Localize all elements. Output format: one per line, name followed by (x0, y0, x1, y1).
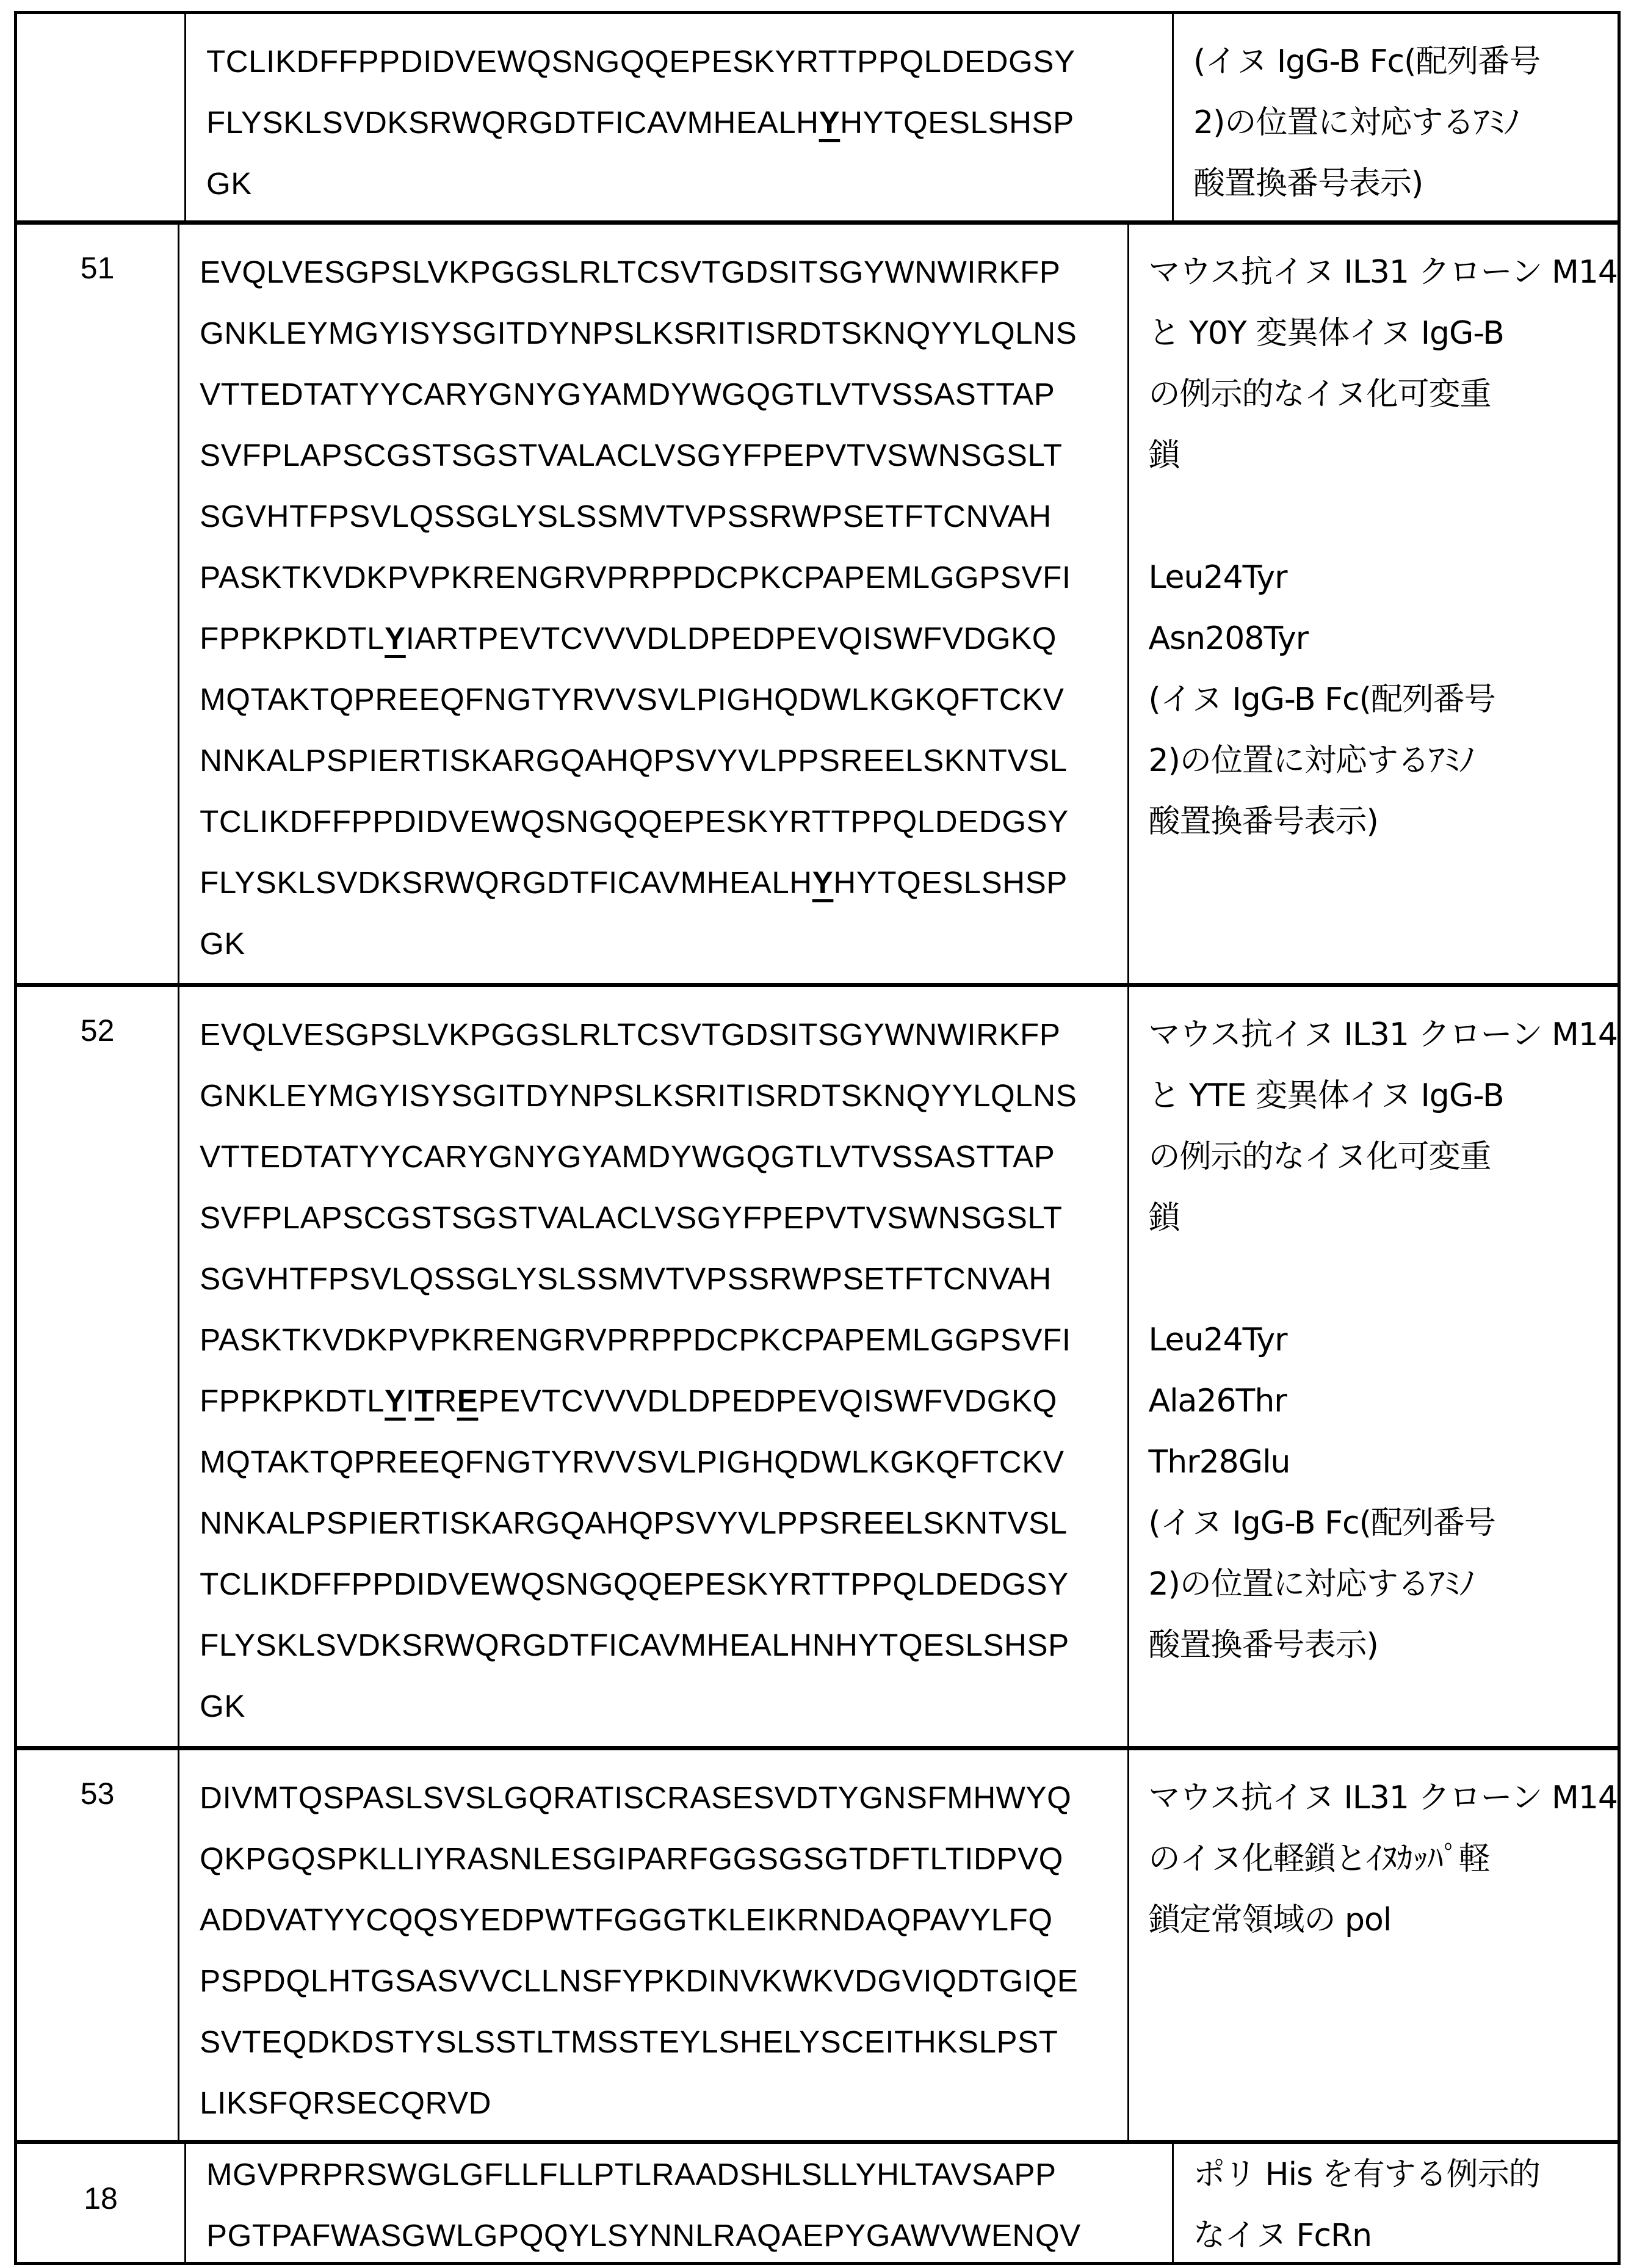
description-line: と YTE 変異体イヌ IgG-B (1148, 1078, 1504, 1114)
sequence-line: GK (200, 1689, 246, 1723)
description-cell (1129, 987, 1618, 1746)
description-line: の例示的なイヌ化可変重 (1148, 1139, 1491, 1175)
sequence-line: FPPKPKDTLYITREPEVTCVVVDLDPEDPEVQISWFVDGKQ (200, 1383, 1057, 1418)
description-line: (イヌ IgG-B Fc(配列番号 (1148, 1505, 1495, 1542)
table-row (17, 1746, 1618, 2140)
sequence-line: GK (206, 166, 252, 201)
description-line: 2)の位置に対応するｱﾐﾉ (1148, 742, 1475, 779)
sequence-cell (179, 225, 1129, 983)
sequence-line: ADDVATYYCQQSYEDPWTFGGGTKLEIKRNDAQPAVYLFQ (200, 1902, 1053, 1937)
sequence-line: TCLIKDFFPPDIDVEWQSNGQQEPESKYRTTPPQLDEDGSY (200, 804, 1069, 839)
mutation-label: Leu24Tyr (1148, 1322, 1287, 1358)
description-line: マウス抗イヌ IL31 クローン M14 (1148, 1016, 1618, 1053)
seq-id-cell: 53 (17, 1750, 179, 2140)
sequence-line: PASKTKVDKPVPKRENGRVPRPPDCPKCPAPEMLGGPSVFI (200, 1322, 1071, 1357)
sequence-line: GNKLEYMGYISYSGITDYNPSLKSRITISRDTSKNQYYLQLNS (200, 316, 1077, 350)
mutation-residue: Y (812, 865, 834, 900)
mutation-residue: T (414, 1383, 435, 1418)
description-line: (イヌ IgG-B Fc(配列番号 (1148, 681, 1495, 718)
sequence-line: EVQLVESGPSLVKPGGSLRLTCSVTGDSITSGYWNWIRKFP (200, 1017, 1061, 1052)
sequence-line: SGVHTFPSVLQSSGLYSLSSMVTVPSSRWPSETFTCNVAH (200, 1261, 1052, 1296)
description-line: マウス抗イヌ IL31 クローン M14 (1148, 1780, 1618, 1816)
sequence-line: PASKTKVDKPVPKRENGRVPRPPDCPKCPAPEMLGGPSVFI (200, 560, 1071, 595)
description-line: と Y0Y 変異体イヌ IgG-B (1148, 315, 1504, 352)
sequence-line: NNKALPSPIERTISKARGQAHQPSVYVLPPSREELSKNTVSL (200, 743, 1068, 778)
sequence-cell (179, 1750, 1129, 2140)
mutation-label: Ala26Thr (1148, 1383, 1287, 1419)
description-cell (1129, 225, 1618, 983)
mutation-residue: Y (385, 1383, 406, 1418)
sequence-line: DIVMTQSPASLSVSLGQRATISCRASESVDTYGNSFMHWYQ (200, 1780, 1072, 1815)
mutation-residue: Y (385, 621, 406, 656)
description-line: マウス抗イヌ IL31 クローン M14 (1148, 254, 1618, 291)
sequence-line: MQTAKTQPREEQFNGTYRVVSVLPIGHQDWLKGKQFTCKV (200, 1444, 1065, 1479)
sequence-line: FLYSKLSVDKSRWQRGDTFICAVMHEALHYHYTQESLSHSP (206, 105, 1074, 140)
sequence-line: SVFPLAPSCGSTSGSTVALACLVSGYFPEPVTVSWNSGSLT (200, 438, 1063, 473)
table-row (17, 14, 1618, 220)
description-line: なイヌ FcRn (1193, 2217, 1372, 2254)
description-cell (1174, 14, 1618, 220)
description-line: 酸置換番号表示) (1148, 1627, 1378, 1664)
sequence-line: VTTEDTATYYCARYGNYGYAMDYWGQGTLVTVSSASTTAP (200, 1139, 1055, 1174)
sequence-cell (186, 14, 1174, 220)
mutation-residue: Y (819, 105, 840, 140)
sequence-line: PSPDQLHTGSASVVCLLNSFYPKDINVKWKVDGVIQDTGIQE (200, 1963, 1079, 1998)
description-line: 鎖 (1148, 437, 1180, 474)
seq-id-cell: 51 (17, 225, 179, 983)
description-line (1149, 486, 1618, 547)
seq-id-cell: 18 (17, 2144, 186, 2262)
table-row (17, 983, 1618, 1746)
sequence-line: SGVHTFPSVLQSSGLYSLSSMVTVPSSRWPSETFTCNVAH (200, 499, 1052, 534)
sequence-line: FLYSKLSVDKSRWQRGDTFICAVMHEALHNHYTQESLSHSP (200, 1628, 1069, 1662)
sequence-cell (186, 2144, 1174, 2262)
sequence-cell (179, 987, 1129, 1746)
table-row (17, 220, 1618, 983)
description-line: 鎖 (1148, 1200, 1180, 1236)
description-cell (1174, 2144, 1618, 2262)
seq-id-cell: 52 (17, 987, 179, 1746)
sequence-line: SVFPLAPSCGSTSGSTVALACLVSGYFPEPVTVSWNSGSLT (200, 1200, 1063, 1235)
sequence-line: GK (200, 926, 246, 961)
description-line: 酸置換番号表示) (1148, 803, 1378, 840)
mutation-label: Asn208Tyr (1148, 620, 1309, 657)
description-line: (イヌ IgG-B Fc(配列番号 (1193, 43, 1541, 80)
sequence-line: EVQLVESGPSLVKPGGSLRLTCSVTGDSITSGYWNWIRKFP (200, 255, 1061, 289)
seq-id-cell (17, 14, 186, 220)
sequence-line: NNKALPSPIERTISKARGQAHQPSVYVLPPSREELSKNTVSL (200, 1505, 1068, 1540)
sequence-line: FLYSKLSVDKSRWQRGDTFICAVMHEALHYHYTQESLSHSP (200, 865, 1068, 900)
description-line: ポリ His を有する例示的 (1193, 2156, 1540, 2193)
sequence-line: FPPKPKDTLYIARTPEVTCVVVDLDPEDPEVQISWFVDGKQ (200, 621, 1057, 656)
sequence-line: GNKLEYMGYISYSGITDYNPSLKSRITISRDTSKNQYYLQLNS (200, 1078, 1077, 1113)
mutation-label: Leu24Tyr (1148, 559, 1287, 596)
description-line: 2)の位置に対応するｱﾐﾉ (1148, 1566, 1475, 1603)
sequence-line: MGVPRPRSWGLGFLLFLLPTLRAADSHLSLLYHLTAVSAPP (206, 2157, 1057, 2192)
description-line: 酸置換番号表示) (1193, 165, 1423, 202)
description-line (1149, 1248, 1618, 1310)
mutation-label: Thr28Glu (1148, 1444, 1290, 1480)
description-line: のイヌ化軽鎖とｲﾇｶｯﾊﾟ軽 (1148, 1841, 1490, 1877)
sequence-line: PGTPAFWASGWLGPQQYLSYNNLRAQAEPYGAWVWENQV (206, 2218, 1081, 2253)
description-line: 2)の位置に対応するｱﾐﾉ (1193, 104, 1520, 141)
sequence-line: TCLIKDFFPPDIDVEWQSNGQQEPESKYRTTPPQLDEDGSY (200, 1567, 1069, 1601)
sequence-line: TCLIKDFFPPDIDVEWQSNGQQEPESKYRTTPPQLDEDGSY (206, 44, 1075, 79)
sequence-line: MQTAKTQPREEQFNGTYRVVSVLPIGHQDWLKGKQFTCKV (200, 682, 1065, 717)
mutation-residue: E (457, 1383, 479, 1418)
table-row (17, 2140, 1618, 2262)
description-line: の例示的なイヌ化可変重 (1148, 376, 1491, 413)
sequence-line: SVTEQDKDSTYSLSSTLTMSSTEYLSHELYSCEITHKSLPST (200, 2024, 1058, 2059)
sequence-table (14, 11, 1621, 2265)
description-cell (1129, 1750, 1618, 2140)
sequence-line: QKPGQSPKLLIYRASNLESGIPARFGGSGSGTDFTLTIDPVQ (200, 1841, 1063, 1876)
sequence-line: LIKSFQRSECQRVD (200, 2085, 492, 2120)
sequence-line: VTTEDTATYYCARYGNYGYAMDYWGQGTLVTVSSASTTAP (200, 377, 1055, 411)
description-line: 鎖定常領域の pol (1148, 1902, 1392, 1938)
